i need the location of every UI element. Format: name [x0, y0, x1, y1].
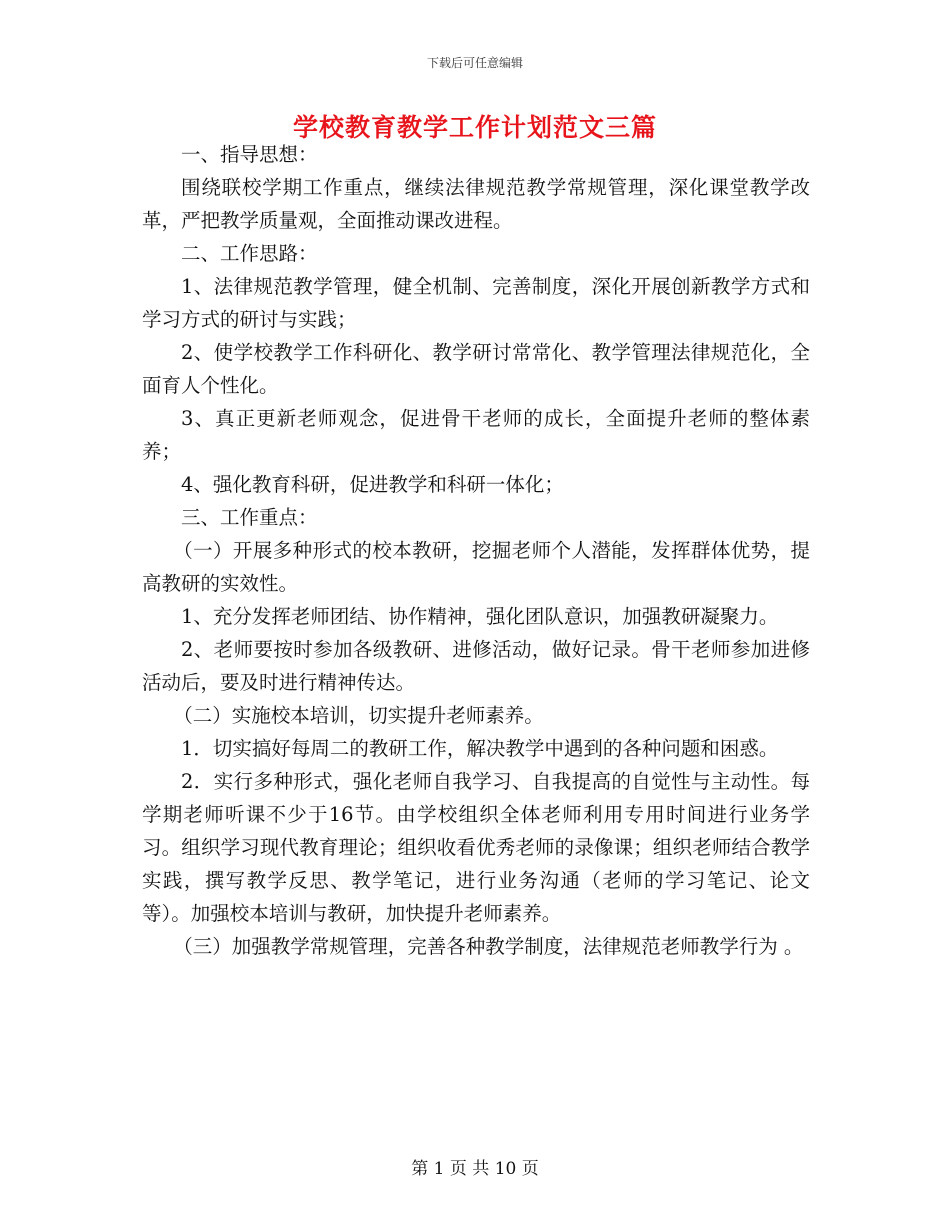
list-item: 3、真正更新老师观念，促进骨干老师的成长，全面提升老师的整体素养；: [142, 407, 810, 463]
subsection-heading: （三）加强教学常规管理，完善各种教学制度，法律规范老师教学行为 。: [173, 935, 804, 958]
list-item: 1．切实搞好每周二的教研工作，解决教学中遇到的各种问题和困惑。: [181, 737, 779, 760]
section-heading: 三、工作重点：: [181, 506, 318, 529]
list-item: 2．实行多种形式，强化老师自我学习、自我提高的自觉性与主动性。每学期老师听课不少于16节。由学校组织全体老师利用专用时间进行业务学习。组织学习现代教育理论；组织收看优秀老师的录像课；组织老师结合教学实践，撰写教学反思、教学笔记，进行业务沟通（老师的学习笔记、论文等）。加强校本培训与教研，加快提升老师素养。: [142, 770, 810, 925]
section-heading: 二、工作思路：: [181, 242, 318, 265]
subsection-heading: （二）实施校本培训，切实提升老师素养。: [173, 704, 544, 727]
list-item: 2、使学校教学工作科研化、教学研讨常常化、教学管理法律规范化，全面育人个性化。: [142, 341, 810, 397]
list-item: 2、老师要按时参加各级教研、进修活动，做好记录。骨干老师参加进修活动后，要及时进行精神传达。: [142, 638, 810, 694]
list-item: 1、充分发挥老师团结、协作精神，强化团队意识，加强教研凝聚力。: [181, 605, 779, 628]
document-title: 学校教育教学工作计划范文三篇: [292, 113, 657, 142]
paragraph: 围绕联校学期工作重点，继续法律规范教学常规管理，深化课堂教学改革，严把教学质量观，全面推动课改进程。: [142, 176, 810, 232]
document-body: [142, 138, 810, 963]
subsection-heading: （一）开展多种形式的校本教研，挖掘老师个人潜能，发挥群体优势，提高教研的实效性。: [142, 539, 810, 595]
section-heading: 一、指导思想：: [181, 143, 318, 166]
page-footer: 第 1 页 共 10 页: [411, 1159, 539, 1179]
header-note: 下载后可任意编辑: [426, 56, 523, 70]
list-item: 1、法律规范教学管理，健全机制、完善制度，深化开展创新教学方式和学习方式的研讨与实践；: [142, 275, 810, 331]
list-item: 4、强化教育科研，促进教学和科研一体化；: [181, 473, 564, 496]
